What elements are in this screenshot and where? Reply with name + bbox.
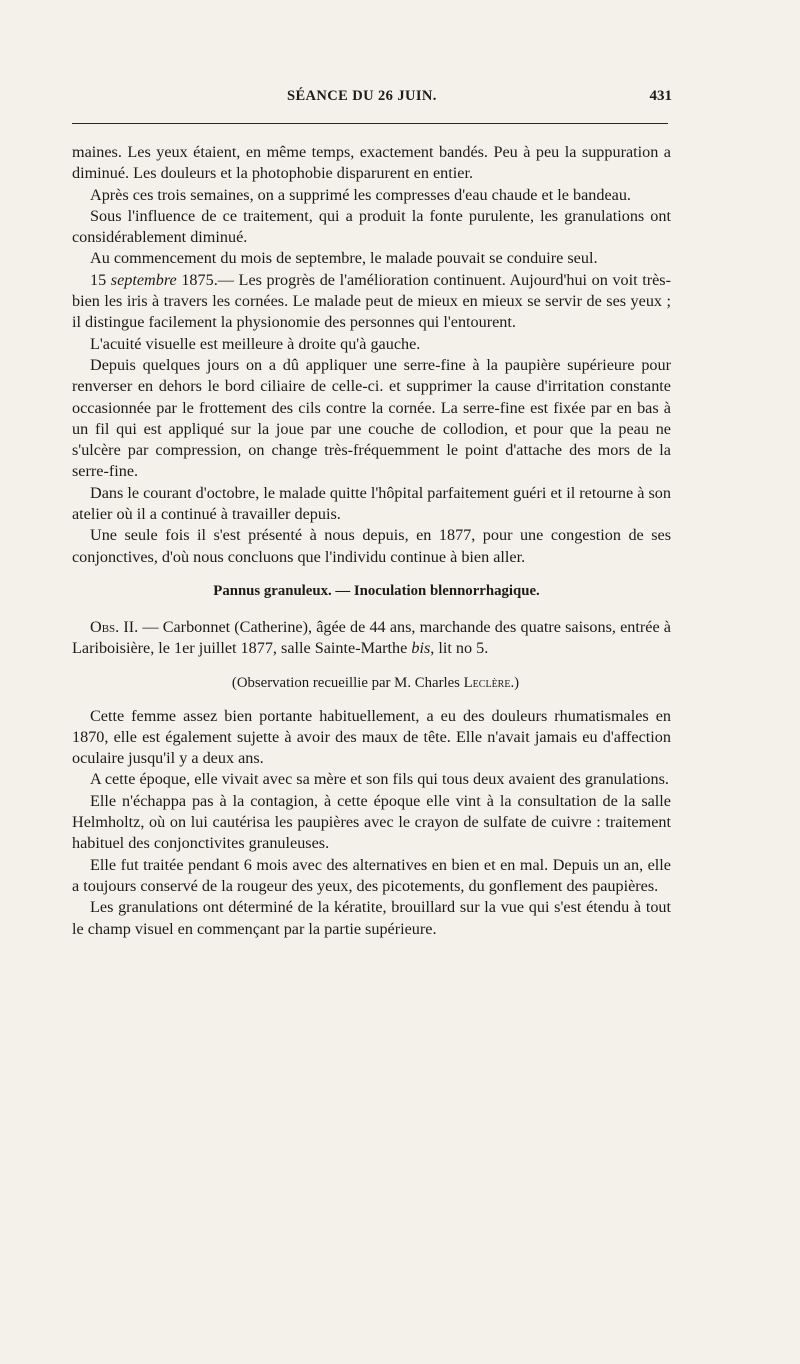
observer-prefix: (Observation recueillie par M. Charles (231, 674, 464, 691)
paragraph: Cette femme assez bien portante habituellement, a eu des douleurs rhumatismales en 1870, elle est également sujette à avoir des maux de tête. Elle n'avait jamais eu d'affection oculaire jusqu'il y a deux ans. (72, 706, 671, 768)
observation-bis: bis (411, 639, 431, 658)
paragraph: maines. Les yeux étaient, en même temps, exactement bandés. Peu à peu la suppuration a diminué. Les douleurs et la photophobie disparurent en entier. (72, 143, 671, 183)
paragraph: Elle n'échappa pas à la contagion, à cette époque elle vint à la consultation de la salle Helmholtz, où on lui cautérisa les paupières avec le crayon de sulfate de cuivre : traitement habituel des conjonctivites granuleuses. (72, 791, 671, 853)
paragraph: Les granulations ont déterminé de la kératite, brouillard sur la vue qui s'est étendu à tout le champ visuel en commençant par la partie supérieure. (72, 898, 671, 938)
dated-paragraph (72, 270, 671, 334)
observer-suffix: .) (510, 674, 520, 691)
paragraph: A cette époque, elle vivait avec sa mère et son fils qui tous deux avaient des granulations. (90, 770, 669, 789)
observation-label: Obs. II. (90, 617, 139, 636)
observation-paragraph (72, 617, 671, 660)
observation-text: — Carbonnet (Catherine), âgée de 44 ans, marchande des quatre saisons, entrée à Lariboisière, le 1er juillet 1877, salle Sainte-Marthe (72, 617, 671, 658)
observer-note (72, 673, 671, 694)
paragraph: L'acuité visuelle est meilleure à droite qu'à gauche. (90, 334, 421, 353)
header-rule (72, 123, 668, 124)
observer-name: Leclère (463, 674, 511, 691)
paragraph: Au commencement du mois de septembre, le malade pouvait se conduire seul. (90, 249, 598, 268)
running-header (72, 88, 672, 118)
paragraph: Une seule fois il s'est présenté à nous depuis, en 1877, pour une congestion de ses conjonctives, d'où nous concluons que l'individu continue à bien aller. (72, 526, 671, 566)
body-text (72, 142, 671, 940)
observation-text-end: , lit no 5. (430, 639, 489, 658)
date-year: 1875. (176, 270, 218, 289)
paragraph: Dans le courant d'octobre, le malade quitte l'hôpital parfaitement guéri et il retourne à son atelier où il a continué à travailler depuis. (72, 483, 671, 524)
paragraph: Depuis quelques jours on a dû appliquer une serre-fine à la paupière supérieure pour renverser en dehors le bord ciliaire de celle-ci. et supprimer la cause d'irritation constante occasionnée par le frottement des cils contre la cornée. La serre-fine est fixée par en bas à un fil qui est appliqué sur la joue par une couche de collodion, et pour que la peau ne s'ulcère par compression, on change très-fréquemment le point d'attache des mors de la serre-fine. (72, 355, 671, 481)
section-title: Pannus granuleux. — Inoculation blennorrhagique. (213, 582, 540, 599)
page-number: 431 (649, 88, 672, 104)
paragraph: Elle fut traitée pendant 6 mois avec des alternatives en bien et en mal. Depuis un an, elle a toujours conservé de la rougeur des yeux, des picotements, du gonflement des paupières. (72, 855, 671, 895)
paragraph: Après ces trois semaines, on a supprimé les compresses d'eau chaude et le bandeau. (90, 185, 631, 204)
paragraph: Sous l'influence de ce traitement, qui a produit la fonte purulente, les granulations ont considérablement diminué. (72, 206, 671, 247)
running-title: SÉANCE DU 26 JUIN. (287, 88, 437, 104)
date-day: 15 (90, 270, 111, 289)
date-month: septembre (110, 270, 177, 289)
dated-paragraph-text: — Les progrès de l'amélioration continuent. Aujourd'hui on voit très-bien les iris à travers les cornées. Le malade peut de mieux en mieux se servir de ses yeux ; il distingue facilement la physionomie des personnes qui l'entourent. (72, 270, 672, 332)
